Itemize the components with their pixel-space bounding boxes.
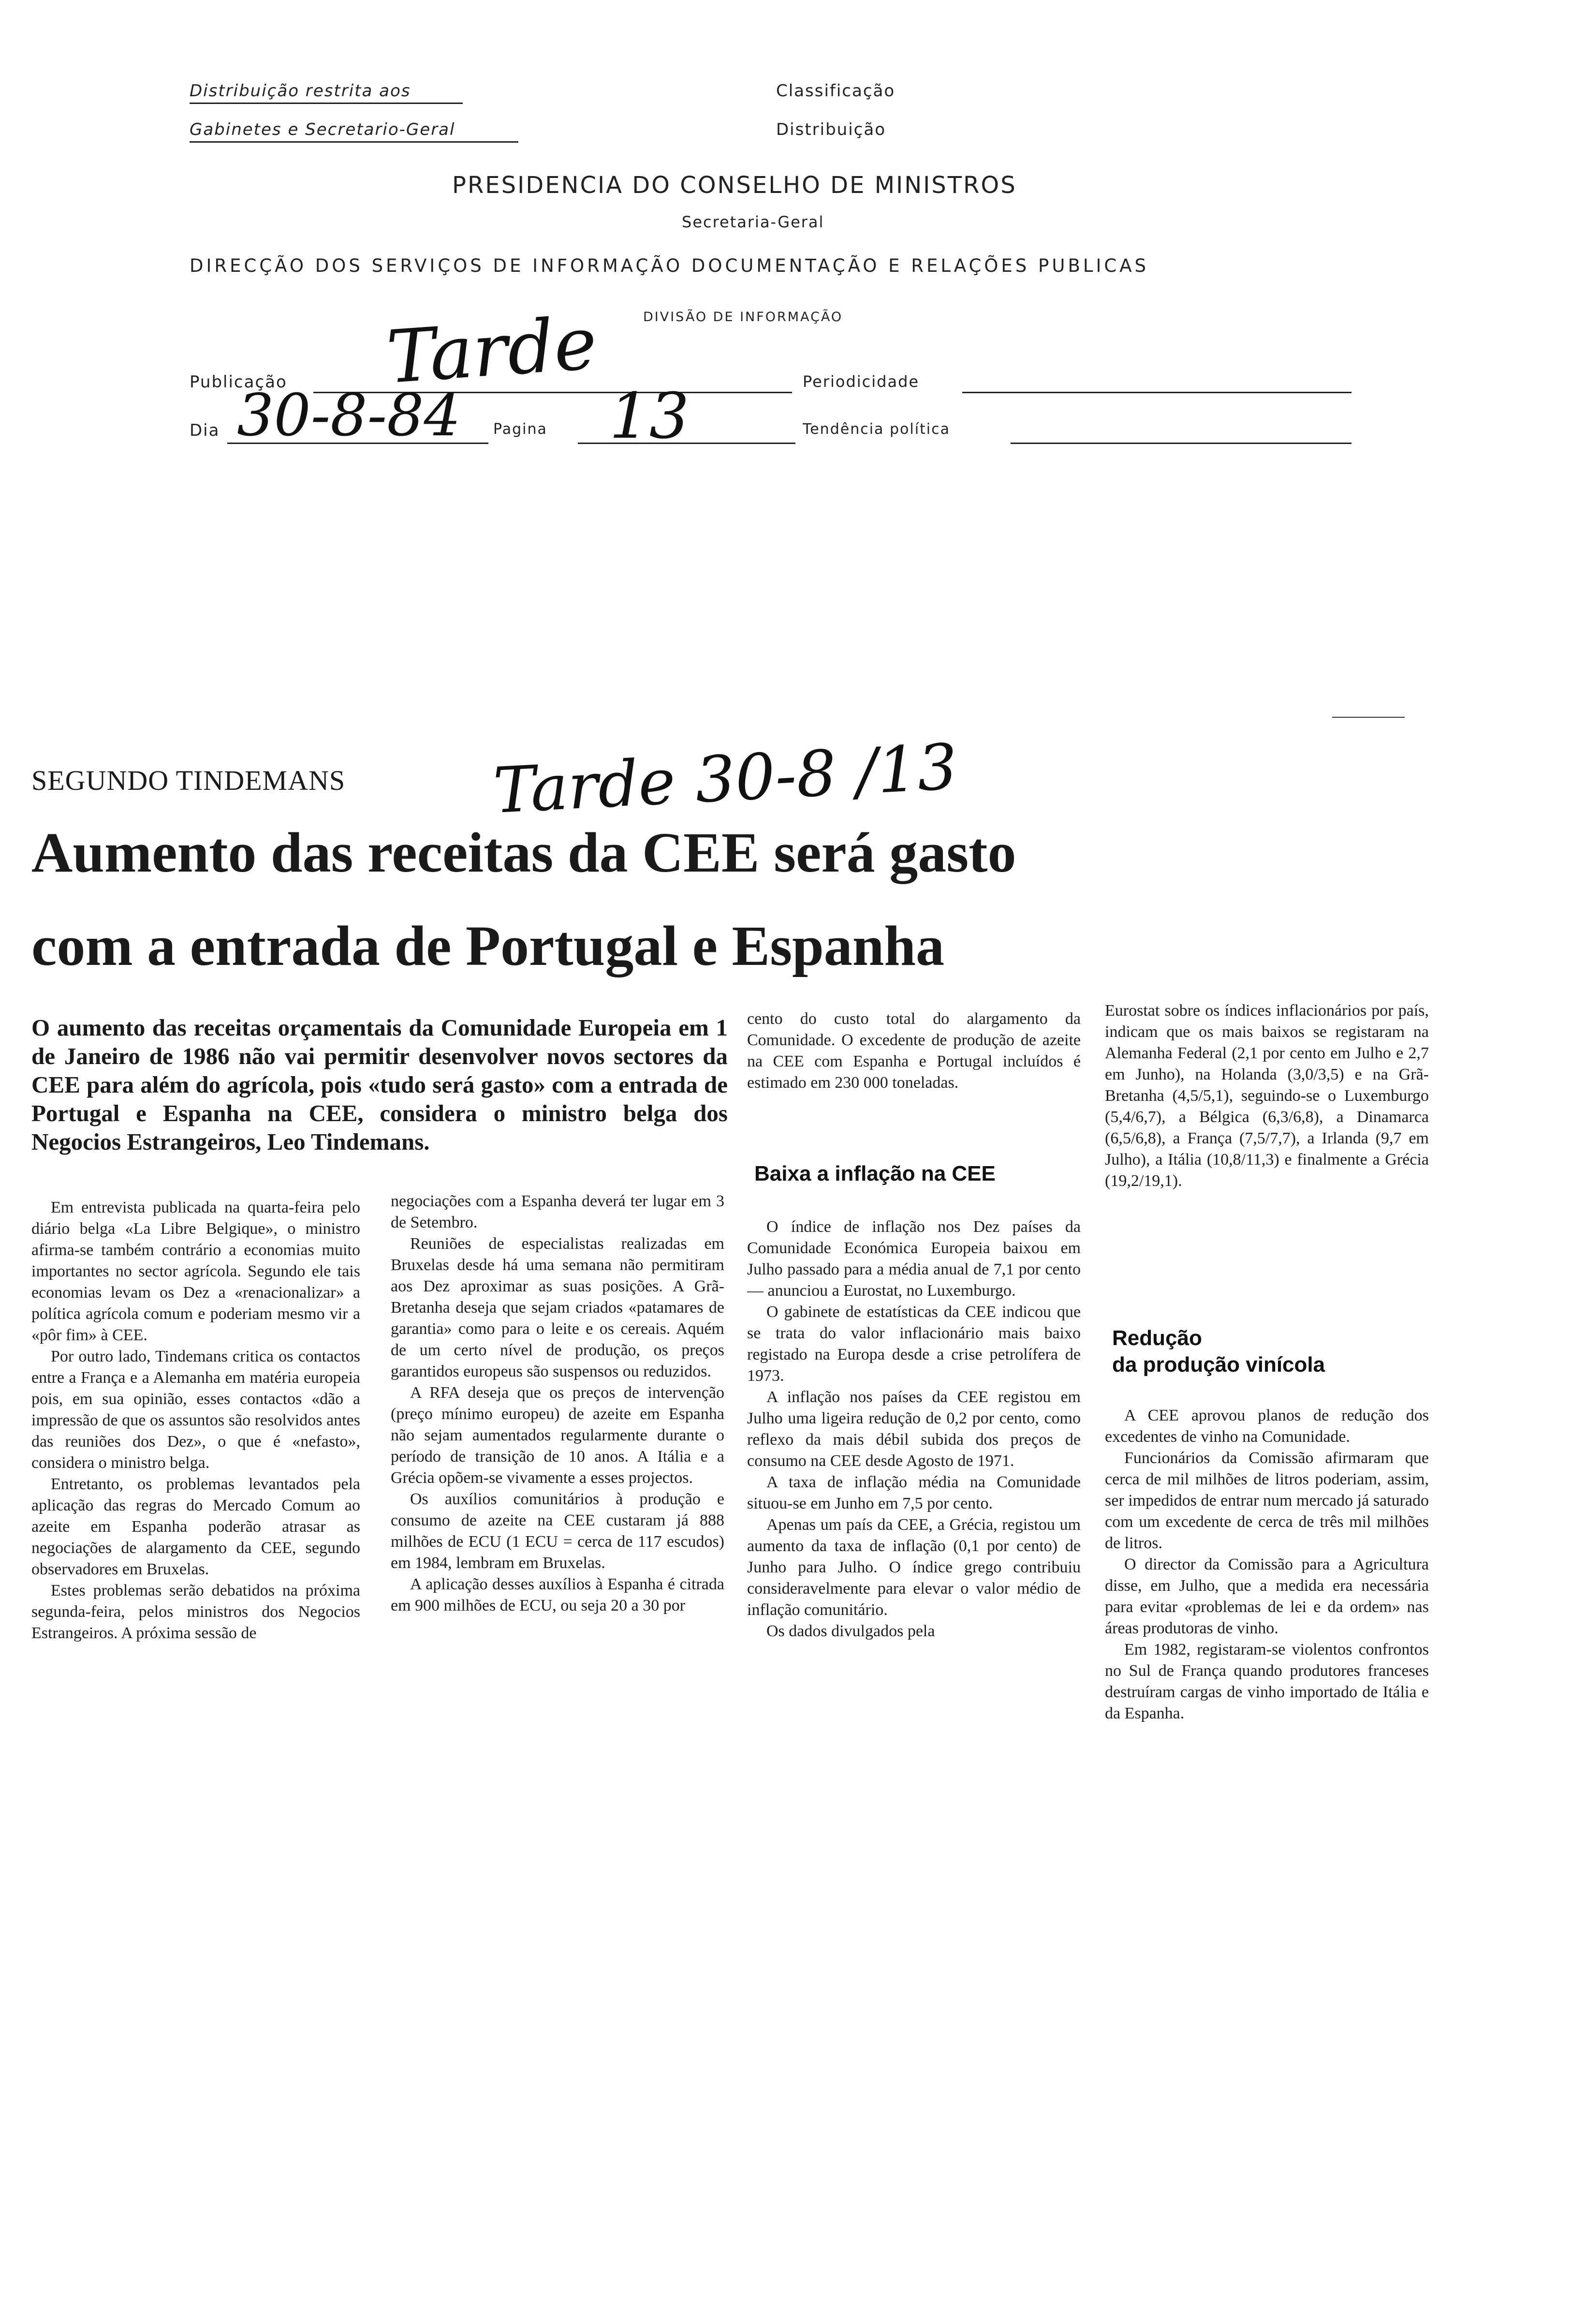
distribution-underline-2 <box>190 141 518 143</box>
paragraph: Eurostat sobre os índices inflacionários por país, indicam que os mais baixos se registaram na Alemanha Federal (2,1 por cento em Julho e 2,7 em Junho), na Holanda (3,0/3,5) e na Grã-Bretanha (4,5/5,1), seguindo-se o Luxemburgo (5,4/6,7), a Bélgica (6,3/6,8), a Dinamarca (6,5/6,8), a França (7,5/7,7), a Irlanda (9,7 em Julho), a Itália (10,8/11,3) e finalmente a Grécia (19,2/19,1). <box>1105 1002 1429 1190</box>
paragraph: A RFA deseja que os preços de intervenção (preço mínimo europeu) de azeite em Espanha não sejam aumentados regularmente durante o período de transição de 10 anos. A Itália e a Grécia opõem-se vivamente a esses projectos. <box>391 1384 724 1487</box>
dia-label: Dia <box>190 421 220 440</box>
paragraph: A taxa de inflação média na Comunidade situou-se em Junho em 7,5 por cento. <box>747 1473 1081 1512</box>
periodicidade-line <box>962 392 1351 393</box>
paragraph: Estes problemas serão debatidos na próxima segunda-feira, pelos ministros dos Negocios Estrangeiros. A próxima sessão de <box>31 1582 360 1642</box>
paragraph: Funcionários da Comissão afirmaram que cerca de mil milhões de litros poderiam, assim, ser impedidos de entrar num mercado já saturado com um excedente de cerca de três mil milhões de litros. <box>1105 1449 1429 1552</box>
pagina-label: Pagina <box>493 421 547 438</box>
column-4-body <box>1105 1405 1429 2324</box>
paragraph: Por outro lado, Tindemans critica os contactos entre a França e a Alemanha em matéria europeia pois, em sua opinião, esses contactos «dão a impressão de que os assuntos são resolvidos antes das reuniões dos Dez», o que é «nefasto», considera o ministro belga. <box>31 1347 360 1472</box>
headline-line-2: com a entrada de Portugal e Espanha <box>31 914 944 977</box>
column-3-top <box>747 1008 1081 1094</box>
paragraph: Entretanto, os problemas levantados pela aplicação das regras do Mercado Comum ao azeite em Espanha poderão atrasar as negociações de alargamento da CEE, segundo observadores em Bruxelas. <box>31 1475 360 1578</box>
paragraph: Reuniões de especialistas realizadas em Bruxelas desde há uma semana não permitiram aos Dez aproximar as suas posições. A Grã-Bretanha deseja que sejam criados «patamares de garantia» como para o leite e os cereais. Aquém de um certo nível de produção, os preços garantidos europeus são suspensos ou reduzidos. <box>391 1235 724 1380</box>
edge-rule <box>1332 717 1405 718</box>
periodicidade-label: Periodicidade <box>803 372 920 391</box>
paragraph: A inflação nos países da CEE registou em Julho uma ligeira redução de 0,2 por cento, como reflexo da mais débil subida dos preços de consumo na CEE desde Agosto de 1971. <box>747 1388 1081 1470</box>
distribution-line-1: Distribuição restrita aos <box>190 81 411 101</box>
secretaria-geral: Secretaria-Geral <box>682 213 824 231</box>
presidency-title: PRESIDENCIA DO CONSELHO DE MINISTROS <box>452 172 1017 199</box>
distribution-label: Distribuição <box>776 120 886 139</box>
article-kicker: SEGUNDO TINDEMANS <box>31 765 346 796</box>
divisao-informacao: DIVISÃO DE INFORMAÇÃO <box>643 310 843 325</box>
tendencia-label: Tendência política <box>803 421 951 438</box>
subheading-inflacao: Baixa a inflação na CEE <box>754 1162 996 1185</box>
paragraph: A CEE aprovou planos de redução dos excedentes de vinho na Comunidade. <box>1105 1406 1429 1446</box>
paragraph: Em 1982, registaram-se violentos confrontos no Sul de França quando produtores franceses destruíram cargas de vinho importado de Itália e da Espanha. <box>1105 1641 1429 1722</box>
handwritten-annotation: Tarde 30-8 /13 <box>491 729 959 828</box>
publicacao-label: Publicação <box>190 372 287 392</box>
headline-line-1: Aumento das receitas da CEE será gasto <box>31 821 1016 884</box>
article-lead: O aumento das receitas orçamentais da Comunidade Europeia em 1 de Janeiro de 1986 não vai permitir desenvolver novos sectores da CEE para além do agrícola, pois «tudo será gasto» com a entrada de Portugal e Espanha na CEE, considera o ministro belga dos Negocios Estrangeiros, Leo Tindemans. <box>31 1014 728 1155</box>
column-3-body <box>747 1216 1081 2305</box>
paragraph: O índice de inflação nos Dez países da Comunidade Económica Europeia baixou em Julho passado para a média anual de 7,1 por cento — anunciou a Eurostat, no Luxemburgo. <box>747 1218 1081 1300</box>
paragraph: Apenas um país da CEE, a Grécia, registou um aumento da taxa de inflação (0,1 por cento) de Junho para Julho. O índice grego contribuiu consideravelmente para elevar o valor médio de inflação comunitário. <box>747 1516 1081 1619</box>
tendencia-line <box>1011 443 1351 444</box>
paragraph: negociações com a Espanha deverá ter lugar em 3 de Setembro. <box>391 1192 724 1231</box>
distribution-line-2: Gabinetes e Secretario-Geral <box>190 120 455 139</box>
paragraph: Os auxílios comunitários à produção e consumo de azeite na CEE custaram já 888 milhões de ECU (1 ECU = cerca de 117 escudos) em 1984, lembram em Bruxelas. <box>391 1490 724 1572</box>
dia-handwritten: 30-8-84 <box>237 382 461 449</box>
column-4-top <box>1105 1000 1429 1192</box>
distribution-underline-1 <box>190 103 463 104</box>
classification-label: Classificação <box>776 81 896 101</box>
column-1 <box>31 1197 360 2319</box>
subheading-vinicola-1: Redução <box>1112 1326 1202 1350</box>
publicacao-handwritten: Tarde <box>384 301 600 400</box>
direccao-servicos: DIRECÇÃO DOS SERVIÇOS DE INFORMAÇÃO DOCUMENTAÇÃO E RELAÇÕES PUBLICAS <box>190 255 1149 276</box>
subheading-vinicola-2: da produção vinícola <box>1112 1353 1325 1377</box>
paragraph: O director da Comissão para a Agricultura disse, em Julho, que a medida era necessária para evitar «problemas de lei e da ordem» nas áreas produtoras de vinho. <box>1105 1555 1429 1637</box>
paragraph: Em entrevista publicada na quarta-feira pelo diário belga «La Libre Belgique», o ministro afirma-se também contrário a economias muito importantes no sector agrícola. Segundo ele tais economias levam os Dez a «renacionalizar» a política agrícola comum e poderiam mesmo vir a «pôr fim» à CEE. <box>31 1199 360 1344</box>
paragraph: O gabinete de estatísticas da CEE indicou que se trata do valor inflacionário mais baixo registado na Europa desde a crise petrolífera de 1973. <box>747 1303 1081 1385</box>
paragraph: Os dados divulgados pela <box>766 1622 935 1640</box>
column-2 <box>391 1191 724 2323</box>
paragraph: A aplicação desses auxílios à Espanha é citrada em 900 milhões de ECU, ou seja 20 a 30 por <box>391 1575 724 1614</box>
paragraph: cento do custo total do alargamento da Comunidade. O excedente de produção de azeite na CEE com Espanha e Portugal incluídos é estimado em 230 000 toneladas. <box>747 1010 1081 1092</box>
pagina-handwritten: 13 <box>609 379 690 453</box>
